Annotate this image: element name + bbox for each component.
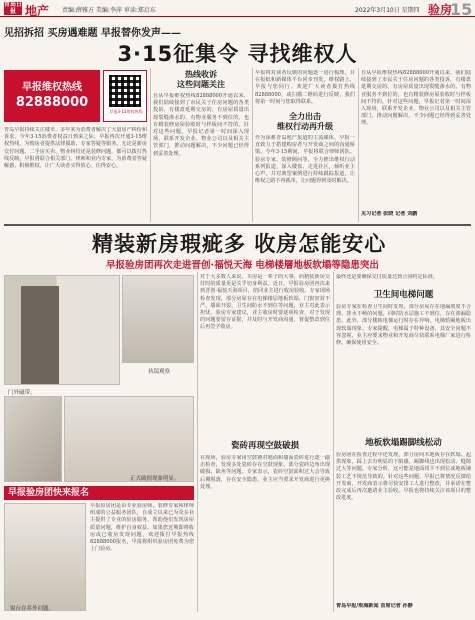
right-column-body-2: 验房团在检查过程中还发现，部分房间木地板存在软塌、起拱现象，踩上去有明显的下陷感，踢脚线也出现松动、缝隙过大等问题。专家分析，这可能是地面找平不到位或地板铺装工艺不规范导致的。针对这些问题，早报已将情况反馈给开发商，开发商表示将尽快安排工人进行整改，并承诺在整改完成后再次邀请业主验收。早报也将持续关注该项目的整改进度。 (336, 452, 471, 502)
hotline-qr (103, 70, 147, 122)
photo-window (4, 503, 86, 611)
signup-heading: 早报验房团快来报名 (4, 486, 194, 500)
section-divider (4, 224, 471, 226)
col3-title-line2: 维权行动再升级 (277, 122, 333, 131)
story2-subtitle-3: 地板软塌踢脚线松动 (365, 438, 442, 448)
photo-handle (122, 275, 194, 363)
column-divider (252, 68, 253, 222)
col3-title-line1: 全力出击 (289, 112, 321, 121)
column-divider (358, 68, 359, 222)
signup-text: 早报验房团是由专业验房师、装修专家和律师组成的公益服务团队，自成立以来已为众多业主提供了专业的验房服务，帮助他们发现房屋质量问题，维护自身权益。如果您近期即将收房或已收房发现问题，欢迎拨打早报热线82888000报名，早报将组织验房团免费为您上门验房。 (90, 503, 194, 553)
column-divider (150, 68, 151, 222)
hotline-number: 82888000 (15, 95, 89, 110)
lead-headline: 3·15征集令 寻找维权人 (117, 42, 358, 66)
page-number: 15 (450, 0, 473, 19)
lead-column-2: 自从早报维权热线82888000开通以来，我们陆续接到了市民关于住房问题的各类投诉，有楼盘延期交房的、有房屋质量出现裂缝渗水的、有物业服务不到位的，也有精装修房屋验收时与样板间不符的。针对这些问题，早报记者第一时间深入现场，联系开发企业、物业公司以及相关主管部门，推动问题解决，不少问题已经得到妥善处理。 (153, 93, 249, 157)
story2-subhead: 早报验房团再次走进晋创·福悦天海 电梯楼層地板软塌等隐患突出 (106, 260, 379, 271)
column-divider (197, 272, 198, 612)
col2-title-line1: 热线收诉 (185, 70, 217, 79)
photo-door (4, 275, 120, 385)
right-column-body-1: 验房专家在检查卫生间时发现，部分房屋存在地漏坡度不合理、排水不畅的问题，同时防水层施工不到位，存在渗漏隐患。此外，部分楼栋电梯运行时存在异响，电梯轿厢地板出现软塌现象。专家提醒，电梯属于特种设备，其安全问题不容忽视，业主应要求物业和开发商尽快联系电梯厂家进行检修，确保使用安全。 (336, 304, 471, 347)
qr-caption: 早报3·15维权热线 (109, 109, 143, 114)
photo-caption-0: 执镜观察 (148, 369, 171, 375)
col3-title (255, 112, 355, 132)
lead-column-3: 作为深耕青岛地产报道的主流媒体，早报一直致力于搭建购房者与开发商之间的沟通桥梁。今年3·15期间，早报将联合律师团队、验房专家、装修顾问等，全力推出维权行动系列报道，深入楼盘、走进社区，倾听业主心声，并对典型案例进行持续跟踪报道，让维权之路不再孤单，让问题得到及时解决。 (255, 135, 355, 185)
photo-wall (4, 396, 62, 482)
column-divider (333, 272, 334, 612)
photo-caption-1: 门外磁带。 (8, 390, 36, 396)
col2-title (153, 70, 249, 90)
hotline-label: 早报维权热线 (22, 82, 82, 93)
lead-column-3-top: 早报将对读者反映的问题逐一进行梳理，并在报纸和新媒体平台同步刊发。维权路上，早报与您同行。欢迎广大读者拨打热线82888000，或扫描二维码进行反映，我们将第一时间与您取得联系。 (255, 70, 355, 105)
story2-headline: 精装新房瑕疵多 收房怎能安心 (92, 232, 387, 256)
right-column-top: 最终还是要确保交付质量达到合同约定标准。 (336, 274, 438, 280)
issue-date: 2022年3月10日 星期四 (355, 7, 420, 14)
story2-body: 对于大多数人来说，买房是一辈子的大事，而精装新房交付时的质量更是关乎切身利益。近日，早报验房团再次来到晋创·福悦天海项目，陪同业主进行收房验收。专家现场检查发现，部分房屋存在电梯楼层地板软塌、门窗密封不严、墙面开裂、卫生间防水不到位等问题，业主对此表示担忧。验房专家建议，业主收房时要逐项检查，对于发现的问题要留存证据，并及时与开发商沟通，督促整改到位后再签字收房。 (200, 274, 330, 331)
door-shape (21, 286, 59, 384)
photo-corner (64, 396, 194, 482)
byline-1: 见习记者 张晓 记者 刘鹏 (361, 211, 418, 217)
qr-code-icon (109, 75, 141, 107)
lead-kicker: 见招拆招 买房遇难题 早报替你发声—— (4, 28, 181, 39)
photo-caption-4: 正式破损现象明显。 (130, 476, 180, 482)
newspaper-logo: 青岛日报 (4, 1, 23, 15)
section-title: 地产 (25, 4, 50, 18)
page-header (0, 0, 475, 17)
photo-caption-5: 窗台存养外问题。 (10, 606, 55, 612)
story2-subtitle-2: 卫生间电梯问题 (373, 290, 434, 300)
section-tag: 验房 (428, 3, 453, 17)
lead-column-4: 自从早报维权热线82888000开通以来，我们陆续接到了市民关于住房问题的各类投诉，有楼盘延期交房的、有房屋质量出现裂缝渗水的、有物业服务不到位的，也有精装修房屋验收时与样板间不符的。针对这些问题，早报记者第一时间深入现场，联系开发企业、物业公司以及相关主管部门，推动问题解决，不少问题已经得到妥善处理。 (361, 70, 471, 127)
byline-2: 青岛早报/观海新闻 首席记者 孙静 (336, 603, 413, 609)
editor-credits: 责编:薛雅方 美编:李萍 审读:郑启东 (62, 7, 156, 14)
col2-title-line2: 这些问题关注 (177, 80, 225, 89)
lead-column-1: 青岛早报持续关注楼市，多年来为消费者解决了大量房产纠纷和诉求。今年3·15消费者权益日到来之际，早报再次开通3·15维权热线，为购房者提供法律援助、专家答疑等服务。无论是新房交付问题、二手房买卖、物业纠纷还是装修问题，都可以拨打热线反映。早报将联合相关部门、律师和业内专家，为消费者答疑解惑、积极维权，让广大读者买得放心、住得安心。 (4, 127, 147, 170)
hotline-banner (4, 70, 100, 122)
story2-body-2: 在现场，验房专家用空鼓锤对地面和墙面瓷砖进行逐一敲击检查，发现多处瓷砖存在空鼓现象，部分瓷砖边角出现破损、缺角等问题。专家表示，瓷砖空鼓面积过大会导致后期脱落，存在安全隐患，业主应当要求开发商进行更换处理。 (200, 455, 330, 490)
story2-subtitle-1: 瓷砖再现空鼓破损 (230, 441, 299, 451)
